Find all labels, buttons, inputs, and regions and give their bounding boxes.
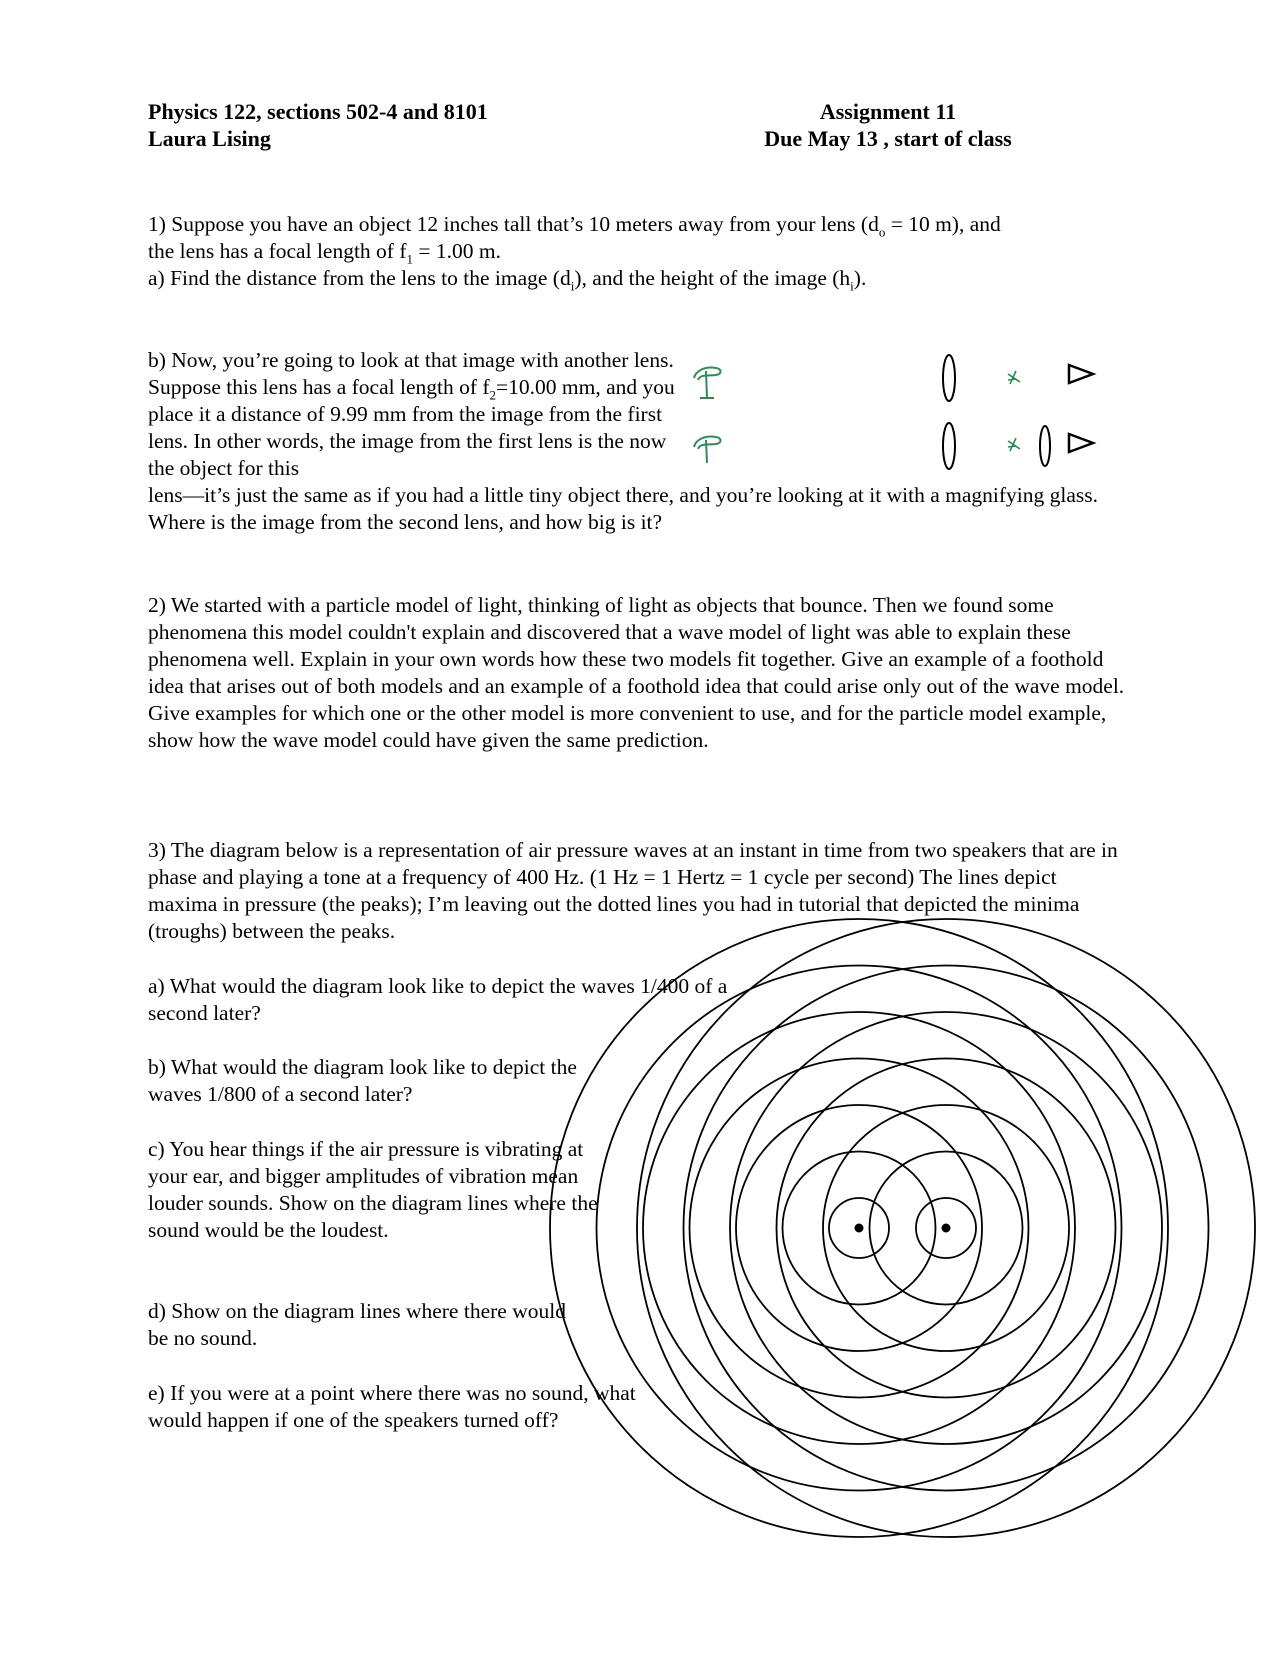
q3-part-d: d) Show on the diagram lines where there would be no sound. [148, 1299, 566, 1350]
q1-line-1-text: 1) Suppose you have an object 12 inches tall that’s 10 meters away from your lens (d [148, 212, 879, 236]
q1-part-b [148, 347, 678, 482]
due-date: Due May 13 , start of class [764, 126, 1012, 151]
q1-line-1 [148, 211, 1108, 238]
q1-part-a-text-2: ), and the height of the image (h [574, 266, 851, 290]
q1-line-2-text: the lens has a focal length of f [148, 239, 407, 263]
wavefront-ring [736, 1105, 982, 1351]
lens-1-icon [943, 423, 955, 469]
wavefront-ring [823, 1105, 1069, 1351]
instructor-name: Laura Lising [148, 126, 271, 151]
course-title: Physics 122, sections 502-4 and 8101 [148, 99, 488, 124]
object-arrow-icon [694, 436, 721, 463]
wavefront-ring [730, 1012, 1162, 1444]
image-mark-icon [1008, 371, 1020, 384]
q3-part-c: c) You hear things if the air pressure is vibrating at your ear, and bigger amplitudes of vibration mean louder sounds. Show on the diagram lines where the sound would be the loudest. [148, 1137, 598, 1242]
wavefront-ring [777, 1059, 1116, 1398]
q1-part-b-continued [148, 482, 1108, 536]
q1-part-b-text-1: b) Now, you’re going to look at that image with another lens. Suppose this lens has a focal length of f [148, 348, 674, 399]
speaker-source-2 [942, 1224, 951, 1233]
q1-line-1-sub: o [878, 224, 886, 240]
header-left [148, 98, 488, 152]
q3-part-b: b) What would the diagram look like to depict the waves 1/800 of a second later? [148, 1055, 577, 1106]
wavefront-ring [643, 1012, 1075, 1444]
object-arrow-icon [694, 367, 721, 398]
q1-part-b-text-2: =10.00 mm, and you place it a distance of 9.99 mm from the image from the first lens. In other words, the image from the first lens is the now the object for this [148, 375, 675, 480]
wavefront-ring [829, 1198, 889, 1258]
q1-part-a-sub-2: i [850, 278, 854, 294]
wavefront-ring [870, 1152, 1023, 1305]
q1-part-a-end: ). [853, 266, 867, 290]
q1-line-2-sub: 1 [406, 251, 414, 267]
header-right [748, 98, 1028, 152]
q1-part-a [148, 265, 1108, 292]
image-mark-icon [1008, 438, 1020, 451]
q1-part-a-sub-1: i [570, 278, 575, 294]
question-2 [148, 592, 1128, 754]
lens-2-icon [1040, 426, 1050, 466]
q2-text: 2) We started with a particle model of light, thinking of light as objects that bounce. Then we found some phenomena this model couldn't explain and discovered that a wave model of light was able to explain these phenomena well. Explain in your own words how these two models fit together. Give an example of a foothold idea that arises out of both models and an example of a foothold idea that could arise only out of the wave model. Give examples for which one or the other model is more convenient to use, and for the particle model example, show how the wave model could have given the same prediction. [148, 593, 1125, 752]
q1-line-2 [148, 238, 1108, 265]
q3-part-e: e) If you were at a point where there was no sound, what would happen if one of the speakers turned off? [148, 1381, 636, 1432]
wavefront-ring [690, 1059, 1029, 1398]
wavefront-ring [597, 966, 1122, 1491]
question-3 [148, 837, 1128, 945]
lens-1-icon [943, 355, 955, 401]
eye-icon [1069, 434, 1093, 452]
question-1 [148, 211, 1108, 292]
q3-intro: 3) The diagram below is a representation of air pressure waves at an instant in time from two speakers that are in phase and playing a tone at a frequency of 400 Hz. (1 Hz = 1 Hertz = 1 cycle per second) The lines depict maxima in pressure (the peaks); I’m leaving out the dotted lines you had in tutorial that depicted the minima (troughs) between the peaks. [148, 838, 1118, 943]
q1-part-a-text: a) Find the distance from the lens to the image (d [148, 266, 571, 290]
q1-part-b-sub: 2 [489, 387, 497, 403]
speaker-source-1 [855, 1224, 864, 1233]
wavefront-ring [783, 1152, 936, 1305]
assignment-title: Assignment 11 [819, 99, 957, 124]
wavefront-ring [684, 966, 1209, 1491]
q1-part-b-text-3: lens—it’s just the same as if you had a little tiny object there, and you’re looking at it with a magnifying glass. Where is the image from the second lens, and how big is it? [148, 483, 1098, 534]
q1-line-2-end: = 1.00 m. [413, 239, 501, 263]
eye-icon [1069, 365, 1093, 383]
q3-part-a: a) What would the diagram look like to depict the waves 1/400 of a second later? [148, 974, 728, 1025]
q1-line-1-end: = 10 m), and [885, 212, 1001, 236]
wavefront-ring [916, 1198, 976, 1258]
